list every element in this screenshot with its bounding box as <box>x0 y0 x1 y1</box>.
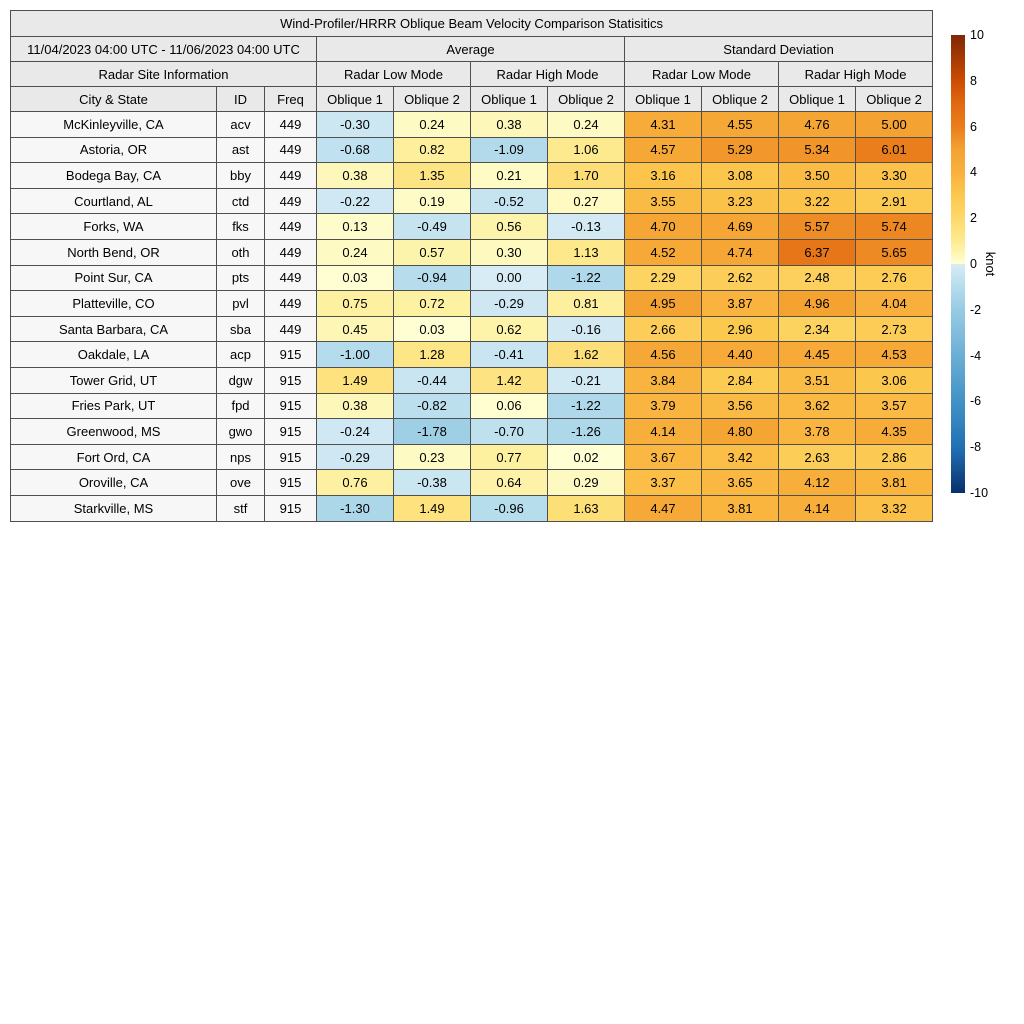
value-cell: 1.63 <box>548 495 625 521</box>
value-cell: 3.78 <box>779 419 856 445</box>
value-cell: 3.08 <box>702 163 779 189</box>
value-cell: 0.62 <box>471 316 548 342</box>
value-cell: 1.49 <box>394 495 471 521</box>
value-cell: 1.49 <box>317 367 394 393</box>
value-cell: 1.70 <box>548 163 625 189</box>
colorbar-tick-label: -2 <box>970 302 982 317</box>
value-cell: 5.29 <box>702 137 779 163</box>
value-cell: 3.79 <box>625 393 702 419</box>
value-cell: -0.30 <box>317 112 394 138</box>
value-cell: 2.63 <box>779 444 856 470</box>
colorbar <box>951 35 965 493</box>
value-cell: -1.22 <box>548 393 625 419</box>
value-cell: 3.16 <box>625 163 702 189</box>
value-cell: -1.00 <box>317 342 394 368</box>
value-cell: -0.38 <box>394 470 471 496</box>
value-cell: 2.86 <box>856 444 933 470</box>
col-header-oblique1: Oblique 1 <box>625 87 702 112</box>
value-cell: 0.19 <box>394 188 471 214</box>
stats-table <box>10 10 933 522</box>
freq-cell: 915 <box>265 419 317 445</box>
value-cell: 0.38 <box>471 112 548 138</box>
table-row <box>11 239 933 265</box>
value-cell: -1.22 <box>548 265 625 291</box>
value-cell: 2.29 <box>625 265 702 291</box>
value-cell: 4.95 <box>625 291 702 317</box>
freq-cell: 449 <box>265 265 317 291</box>
value-cell: 0.75 <box>317 291 394 317</box>
col-header-oblique1: Oblique 1 <box>779 87 856 112</box>
group-header-average: Average <box>317 37 625 62</box>
group-header-standard-deviation: Standard Deviation <box>625 37 933 62</box>
colorbar-tick-label: -4 <box>970 348 982 363</box>
value-cell: 0.24 <box>394 112 471 138</box>
city-state-cell: Oroville, CA <box>11 470 217 496</box>
value-cell: -0.22 <box>317 188 394 214</box>
value-cell: -0.96 <box>471 495 548 521</box>
value-cell: 0.23 <box>394 444 471 470</box>
value-cell: 4.14 <box>779 495 856 521</box>
value-cell: -0.29 <box>317 444 394 470</box>
value-cell: 1.28 <box>394 342 471 368</box>
value-cell: 4.04 <box>856 291 933 317</box>
value-cell: 3.37 <box>625 470 702 496</box>
colorbar-tick-label: 6 <box>970 119 977 134</box>
value-cell: 0.21 <box>471 163 548 189</box>
value-cell: 0.76 <box>317 470 394 496</box>
value-cell: -1.26 <box>548 419 625 445</box>
freq-cell: 449 <box>265 163 317 189</box>
value-cell: 5.65 <box>856 239 933 265</box>
value-cell: 0.72 <box>394 291 471 317</box>
city-state-cell: Bodega Bay, CA <box>11 163 217 189</box>
value-cell: 4.80 <box>702 419 779 445</box>
value-cell: 0.30 <box>471 239 548 265</box>
value-cell: 3.06 <box>856 367 933 393</box>
value-cell: 4.12 <box>779 470 856 496</box>
value-cell: 2.48 <box>779 265 856 291</box>
col-header-city-state: City & State <box>11 87 217 112</box>
freq-cell: 449 <box>265 239 317 265</box>
value-cell: 3.51 <box>779 367 856 393</box>
site-id-cell: nps <box>217 444 265 470</box>
colorbar-tick-label: -8 <box>970 439 982 454</box>
value-cell: 4.69 <box>702 214 779 240</box>
value-cell: 2.91 <box>856 188 933 214</box>
value-cell: 3.32 <box>856 495 933 521</box>
value-cell: 3.55 <box>625 188 702 214</box>
site-id-cell: oth <box>217 239 265 265</box>
value-cell: 5.74 <box>856 214 933 240</box>
table-row <box>11 188 933 214</box>
freq-cell: 915 <box>265 470 317 496</box>
value-cell: 0.57 <box>394 239 471 265</box>
value-cell: 1.06 <box>548 137 625 163</box>
freq-cell: 449 <box>265 112 317 138</box>
value-cell: -0.29 <box>471 291 548 317</box>
city-state-cell: Greenwood, MS <box>11 419 217 445</box>
city-state-cell: Fort Ord, CA <box>11 444 217 470</box>
col-header-oblique2: Oblique 2 <box>702 87 779 112</box>
avg-high-mode-header: Radar High Mode <box>471 62 625 87</box>
value-cell: 0.00 <box>471 265 548 291</box>
value-cell: 3.84 <box>625 367 702 393</box>
col-header-oblique1: Oblique 1 <box>317 87 394 112</box>
colorbar-tick-label: 0 <box>970 256 977 271</box>
std-high-mode-header: Radar High Mode <box>779 62 933 87</box>
value-cell: 4.96 <box>779 291 856 317</box>
value-cell: 0.03 <box>317 265 394 291</box>
value-cell: 2.62 <box>702 265 779 291</box>
std-low-mode-header: Radar Low Mode <box>625 62 779 87</box>
col-header-oblique2: Oblique 2 <box>548 87 625 112</box>
city-state-cell: McKinleyville, CA <box>11 112 217 138</box>
site-id-cell: fpd <box>217 393 265 419</box>
col-header-oblique2: Oblique 2 <box>856 87 933 112</box>
date-range: 11/04/2023 04:00 UTC - 11/06/2023 04:00 UTC <box>11 37 317 62</box>
table-row <box>11 316 933 342</box>
value-cell: 4.55 <box>702 112 779 138</box>
table-row <box>11 367 933 393</box>
city-state-cell: Point Sur, CA <box>11 265 217 291</box>
value-cell: -0.44 <box>394 367 471 393</box>
value-cell: 2.84 <box>702 367 779 393</box>
value-cell: 3.23 <box>702 188 779 214</box>
colorbar-unit-label: knot <box>983 251 998 277</box>
table-row <box>11 342 933 368</box>
freq-cell: 449 <box>265 214 317 240</box>
col-header-oblique1: Oblique 1 <box>471 87 548 112</box>
value-cell: 4.56 <box>625 342 702 368</box>
value-cell: 3.67 <box>625 444 702 470</box>
site-id-cell: ast <box>217 137 265 163</box>
value-cell: 0.64 <box>471 470 548 496</box>
value-cell: -0.24 <box>317 419 394 445</box>
value-cell: 1.35 <box>394 163 471 189</box>
city-state-cell: Platteville, CO <box>11 291 217 317</box>
city-state-cell: Fries Park, UT <box>11 393 217 419</box>
table-row <box>11 265 933 291</box>
site-id-cell: ctd <box>217 188 265 214</box>
freq-cell: 449 <box>265 137 317 163</box>
table-row <box>11 214 933 240</box>
value-cell: -1.30 <box>317 495 394 521</box>
freq-cell: 449 <box>265 316 317 342</box>
table-row <box>11 291 933 317</box>
value-cell: 3.81 <box>856 470 933 496</box>
value-cell: 5.00 <box>856 112 933 138</box>
value-cell: -0.13 <box>548 214 625 240</box>
value-cell: 6.01 <box>856 137 933 163</box>
colorbar-tick-label: 4 <box>970 165 977 180</box>
value-cell: 3.50 <box>779 163 856 189</box>
value-cell: 2.96 <box>702 316 779 342</box>
col-header-oblique2: Oblique 2 <box>394 87 471 112</box>
value-cell: -0.70 <box>471 419 548 445</box>
value-cell: 0.45 <box>317 316 394 342</box>
value-cell: 3.62 <box>779 393 856 419</box>
table-row <box>11 163 933 189</box>
value-cell: 3.81 <box>702 495 779 521</box>
value-cell: 2.66 <box>625 316 702 342</box>
avg-low-mode-header: Radar Low Mode <box>317 62 471 87</box>
city-state-cell: Oakdale, LA <box>11 342 217 368</box>
site-id-cell: sba <box>217 316 265 342</box>
table-row <box>11 137 933 163</box>
colorbar-tick-label: -6 <box>970 394 982 409</box>
value-cell: 0.13 <box>317 214 394 240</box>
value-cell: 0.38 <box>317 393 394 419</box>
site-id-cell: pvl <box>217 291 265 317</box>
site-id-cell: gwo <box>217 419 265 445</box>
table-row <box>11 470 933 496</box>
site-id-cell: ove <box>217 470 265 496</box>
site-id-cell: acp <box>217 342 265 368</box>
city-state-cell: Starkville, MS <box>11 495 217 521</box>
freq-cell: 915 <box>265 393 317 419</box>
value-cell: 4.14 <box>625 419 702 445</box>
value-cell: -0.82 <box>394 393 471 419</box>
site-id-cell: fks <box>217 214 265 240</box>
value-cell: 4.40 <box>702 342 779 368</box>
value-cell: 3.42 <box>702 444 779 470</box>
table-row <box>11 495 933 521</box>
value-cell: -0.52 <box>471 188 548 214</box>
value-cell: 3.57 <box>856 393 933 419</box>
city-state-cell: Tower Grid, UT <box>11 367 217 393</box>
value-cell: 0.82 <box>394 137 471 163</box>
value-cell: 2.73 <box>856 316 933 342</box>
site-id-cell: stf <box>217 495 265 521</box>
value-cell: 1.62 <box>548 342 625 368</box>
col-header-id: ID <box>217 87 265 112</box>
site-id-cell: pts <box>217 265 265 291</box>
freq-cell: 915 <box>265 495 317 521</box>
value-cell: 4.35 <box>856 419 933 445</box>
value-cell: 0.03 <box>394 316 471 342</box>
value-cell: 3.87 <box>702 291 779 317</box>
value-cell: 3.22 <box>779 188 856 214</box>
value-cell: 3.65 <box>702 470 779 496</box>
value-cell: 0.77 <box>471 444 548 470</box>
value-cell: 4.52 <box>625 239 702 265</box>
site-id-cell: acv <box>217 112 265 138</box>
value-cell: 4.76 <box>779 112 856 138</box>
table-row <box>11 112 933 138</box>
site-id-cell: bby <box>217 163 265 189</box>
value-cell: 0.38 <box>317 163 394 189</box>
value-cell: 6.37 <box>779 239 856 265</box>
value-cell: 4.31 <box>625 112 702 138</box>
value-cell: 5.57 <box>779 214 856 240</box>
freq-cell: 915 <box>265 444 317 470</box>
value-cell: 4.53 <box>856 342 933 368</box>
site-id-cell: dgw <box>217 367 265 393</box>
table-row <box>11 393 933 419</box>
value-cell: -0.41 <box>471 342 548 368</box>
value-cell: -0.21 <box>548 367 625 393</box>
col-header-freq: Freq <box>265 87 317 112</box>
colorbar-tick-label: 2 <box>970 210 977 225</box>
city-state-cell: Astoria, OR <box>11 137 217 163</box>
freq-cell: 449 <box>265 291 317 317</box>
city-state-cell: Forks, WA <box>11 214 217 240</box>
city-state-cell: North Bend, OR <box>11 239 217 265</box>
value-cell: 2.34 <box>779 316 856 342</box>
value-cell: 4.45 <box>779 342 856 368</box>
value-cell: -0.68 <box>317 137 394 163</box>
value-cell: 1.13 <box>548 239 625 265</box>
table-row <box>11 444 933 470</box>
value-cell: 4.47 <box>625 495 702 521</box>
value-cell: 0.24 <box>317 239 394 265</box>
value-cell: 4.74 <box>702 239 779 265</box>
value-cell: -0.49 <box>394 214 471 240</box>
value-cell: 0.56 <box>471 214 548 240</box>
freq-cell: 915 <box>265 367 317 393</box>
table-row <box>11 419 933 445</box>
value-cell: 0.06 <box>471 393 548 419</box>
colorbar-tick-label: 8 <box>970 73 977 88</box>
colorbar-tick-label: 10 <box>970 27 984 42</box>
value-cell: 0.29 <box>548 470 625 496</box>
colorbar-tick-label: -10 <box>970 485 989 500</box>
value-cell: -0.94 <box>394 265 471 291</box>
value-cell: 0.02 <box>548 444 625 470</box>
value-cell: 3.56 <box>702 393 779 419</box>
value-cell: 3.30 <box>856 163 933 189</box>
value-cell: 2.76 <box>856 265 933 291</box>
value-cell: 0.81 <box>548 291 625 317</box>
value-cell: 1.42 <box>471 367 548 393</box>
value-cell: 4.57 <box>625 137 702 163</box>
city-state-cell: Courtland, AL <box>11 188 217 214</box>
site-info-header: Radar Site Information <box>11 62 317 87</box>
value-cell: -0.16 <box>548 316 625 342</box>
city-state-cell: Santa Barbara, CA <box>11 316 217 342</box>
table-title: Wind-Profiler/HRRR Oblique Beam Velocity Comparison Statisitics <box>11 11 933 37</box>
value-cell: 5.34 <box>779 137 856 163</box>
value-cell: -1.09 <box>471 137 548 163</box>
value-cell: 0.24 <box>548 112 625 138</box>
value-cell: 4.70 <box>625 214 702 240</box>
freq-cell: 449 <box>265 188 317 214</box>
value-cell: 0.27 <box>548 188 625 214</box>
value-cell: -1.78 <box>394 419 471 445</box>
freq-cell: 915 <box>265 342 317 368</box>
